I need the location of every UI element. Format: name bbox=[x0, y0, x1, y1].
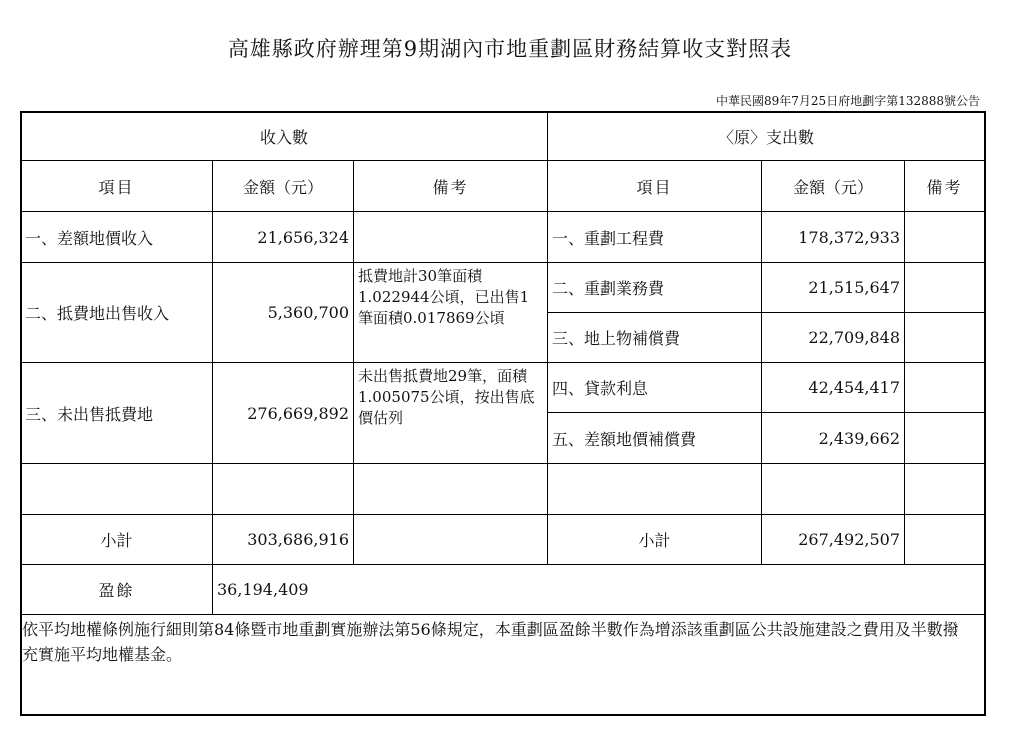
income-amount: 276,669,892 bbox=[213, 363, 354, 464]
expense-subtotal: 267,492,507 bbox=[762, 515, 905, 565]
income-item: 三、未出售抵費地 bbox=[21, 363, 213, 464]
expense-amount: 2,439,662 bbox=[762, 413, 905, 464]
income-amount: 5,360,700 bbox=[213, 263, 354, 363]
notice-reference: 中華民國89年7月25日府地劃字第132888號公告 bbox=[716, 94, 980, 108]
expense-item-header: 項目 bbox=[548, 161, 762, 212]
expense-remark-header: 備考 bbox=[905, 161, 985, 212]
document-title: 高雄縣政府辦理第9期湖內市地重劃區財務結算收支對照表 bbox=[227, 37, 793, 61]
income-amount: 21,656,324 bbox=[213, 212, 354, 263]
expense-amount-header: 金額（元） bbox=[762, 161, 905, 212]
expense-amount: 22,709,848 bbox=[762, 313, 905, 363]
expense-subtotal-label: 小計 bbox=[548, 515, 762, 565]
income-remark-header: 備考 bbox=[354, 161, 548, 212]
income-amount-header: 金額（元） bbox=[213, 161, 354, 212]
footer-note: 依平均地權條例施行細則第84條暨市地重劃實施辦法第56條規定，本重劃區盈餘半數作為增添該重劃區公共設施建設之費用及半數撥充實施平均地權基金。 bbox=[22, 620, 959, 664]
income-remark: 抵費地計30筆面積1.022944公頃，已出售1筆面積0.017869公頃 bbox=[354, 263, 548, 363]
expense-item: 四、貸款利息 bbox=[548, 363, 762, 413]
expense-item: 五、差額地價補償費 bbox=[548, 413, 762, 464]
income-item: 一、差額地價收入 bbox=[21, 212, 213, 263]
income-subtotal: 303,686,916 bbox=[213, 515, 354, 565]
expense-item: 二、重劃業務費 bbox=[548, 263, 762, 313]
surplus-label: 盈餘 bbox=[21, 565, 213, 615]
expense-item: 一、重劃工程費 bbox=[548, 212, 762, 263]
surplus-amount: 36,194,409 bbox=[213, 565, 985, 615]
income-header: 收入數 bbox=[21, 112, 548, 161]
income-item-header: 項目 bbox=[21, 161, 213, 212]
expense-header: 〈原〉支出數 bbox=[548, 112, 985, 161]
expense-amount: 21,515,647 bbox=[762, 263, 905, 313]
income-item: 二、抵費地出售收入 bbox=[21, 263, 213, 363]
expense-item: 三、地上物補償費 bbox=[548, 313, 762, 363]
expense-amount: 42,454,417 bbox=[762, 363, 905, 413]
income-subtotal-label: 小計 bbox=[21, 515, 213, 565]
income-remark: 未出售抵費地29筆，面積1.005075公頃，按出售底價估列 bbox=[354, 363, 548, 464]
expense-amount: 178,372,933 bbox=[762, 212, 905, 263]
